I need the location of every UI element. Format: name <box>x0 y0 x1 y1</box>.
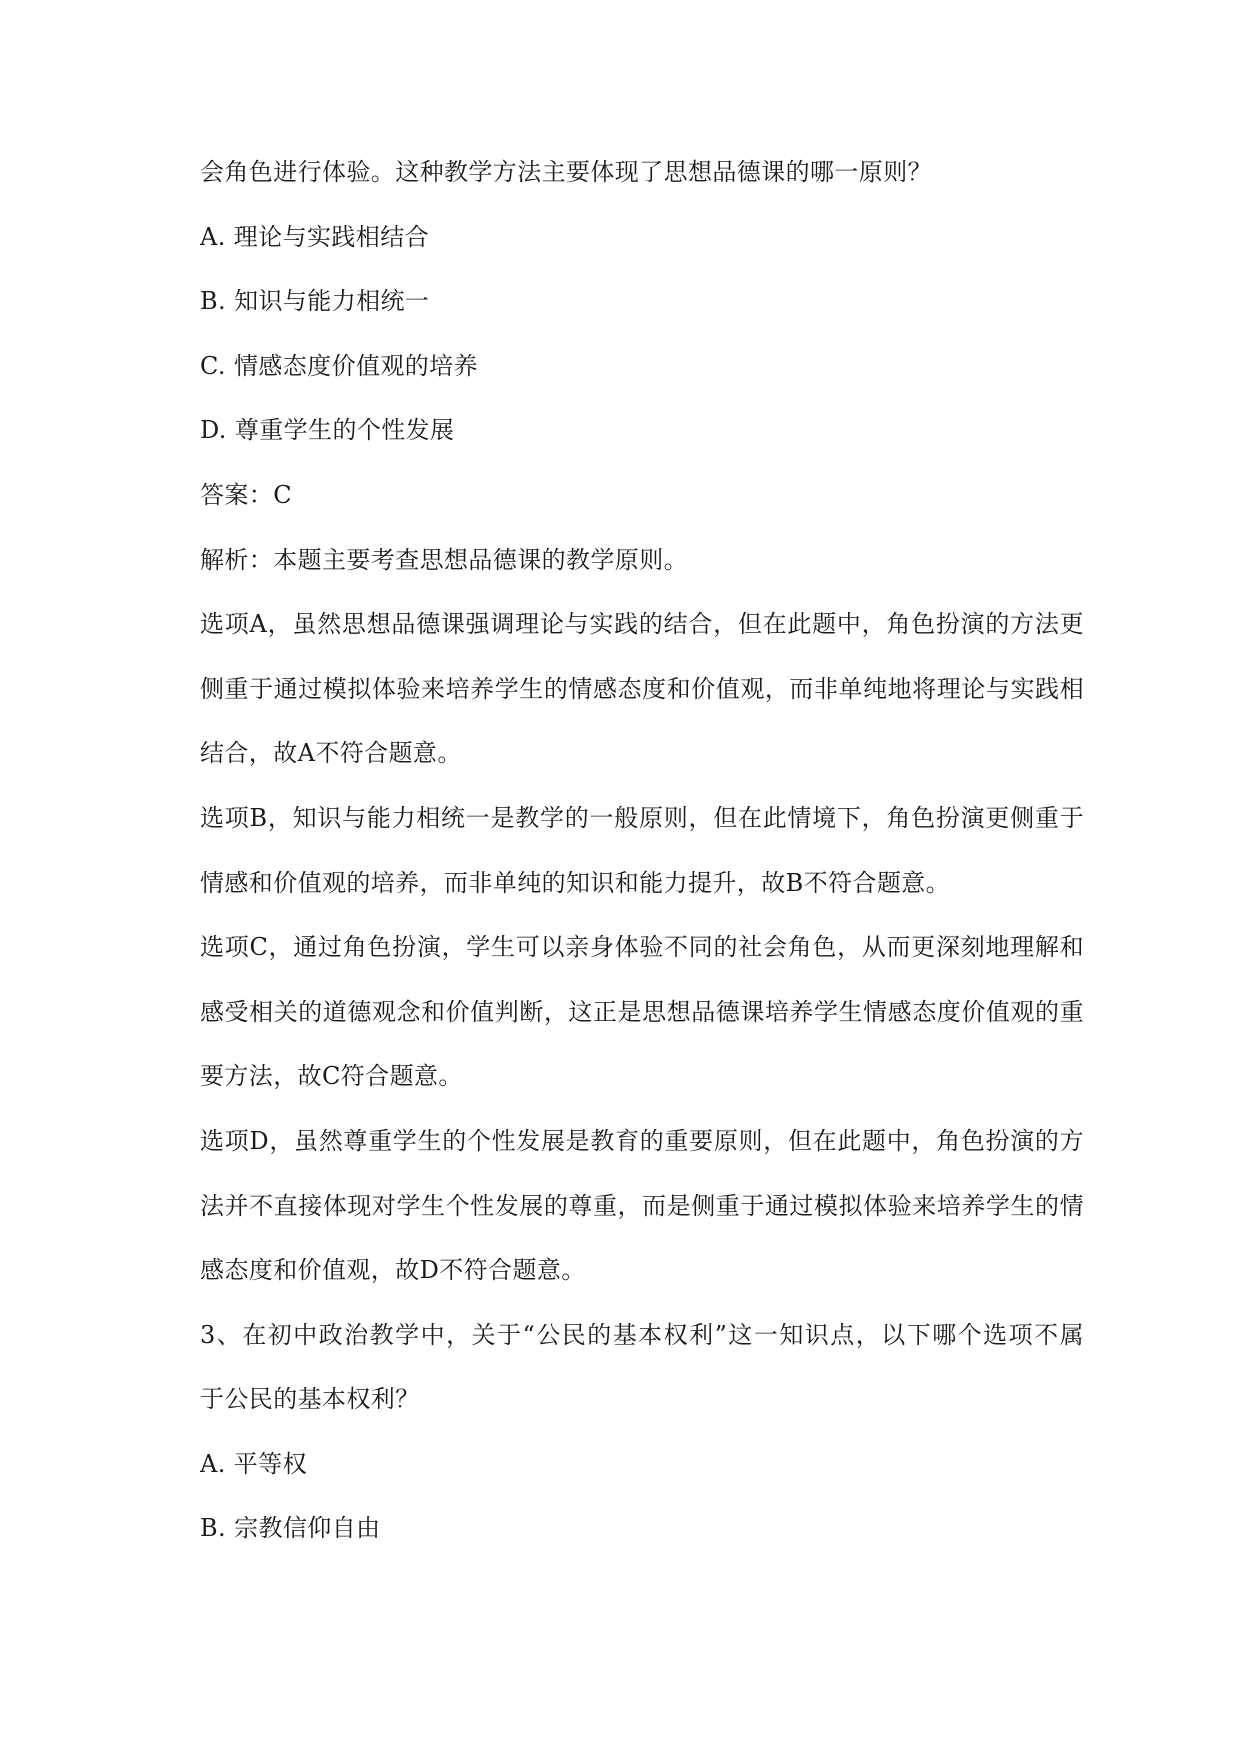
option-a: A. 理论与实践相结合 <box>200 222 429 251</box>
analysis-c-line-3: 要方法，故C符合题意。 <box>200 1062 463 1091</box>
option-d: D. 尊重学生的个性发展 <box>200 416 455 445</box>
question-3-line-2: 于公民的基本权利？ <box>200 1385 420 1414</box>
analysis-b-line-2: 情感和价值观的培养，而非单纯的知识和能力提升，故B不符合题意。 <box>200 868 951 897</box>
option-c: C. 情感态度价值观的培养 <box>200 351 478 380</box>
analysis-a-line-2: 侧重于通过模拟体验来培养学生的情感态度和价值观，而非单纯地将理论与实践相 <box>200 674 1084 703</box>
analysis-c-line-2: 感受相关的道德观念和价值判断，这正是思想品德课培养学生情感态度价值观的重 <box>200 997 1084 1026</box>
option-b: B. 知识与能力相统一 <box>200 287 430 316</box>
analysis-a-line-3: 结合，故A不符合题意。 <box>200 739 462 768</box>
analysis-b-line-1: 选项B，知识与能力相统一是教学的一般原则，但在此情境下，角色扮演更侧重于 <box>200 803 1084 832</box>
analysis-c-line-1: 选项C，通过角色扮演，学生可以亲身体验不同的社会角色，从而更深刻地理解和 <box>200 933 1084 962</box>
analysis-d-line-2: 法并不直接体现对学生个性发展的尊重，而是侧重于通过模拟体验来培养学生的情 <box>200 1191 1084 1220</box>
answer-line: 答案：C <box>200 480 292 509</box>
analysis-d-line-3: 感态度和价值观，故D不符合题意。 <box>200 1256 586 1285</box>
analysis-intro: 解析：本题主要考查思想品德课的教学原则。 <box>200 545 688 574</box>
q3-option-b: B. 宗教信仰自由 <box>200 1514 381 1543</box>
analysis-d-line-1: 选项D，虽然尊重学生的个性发展是教育的重要原则，但在此题中，角色扮演的方 <box>200 1126 1084 1155</box>
analysis-a-line-1: 选项A，虽然思想品德课强调理论与实践的结合，但在此题中，角色扮演的方法更 <box>200 610 1084 639</box>
question-3-line-1: 3、在初中政治教学中，关于“公民的基本权利”这一知识点，以下哪个选项不属 <box>200 1320 1084 1349</box>
question-continuation: 会角色进行体验。这种教学方法主要体现了思想品德课的哪一原则？ <box>200 158 932 186</box>
page-content <box>200 140 1084 1561</box>
q3-option-a: A. 平等权 <box>200 1449 307 1478</box>
